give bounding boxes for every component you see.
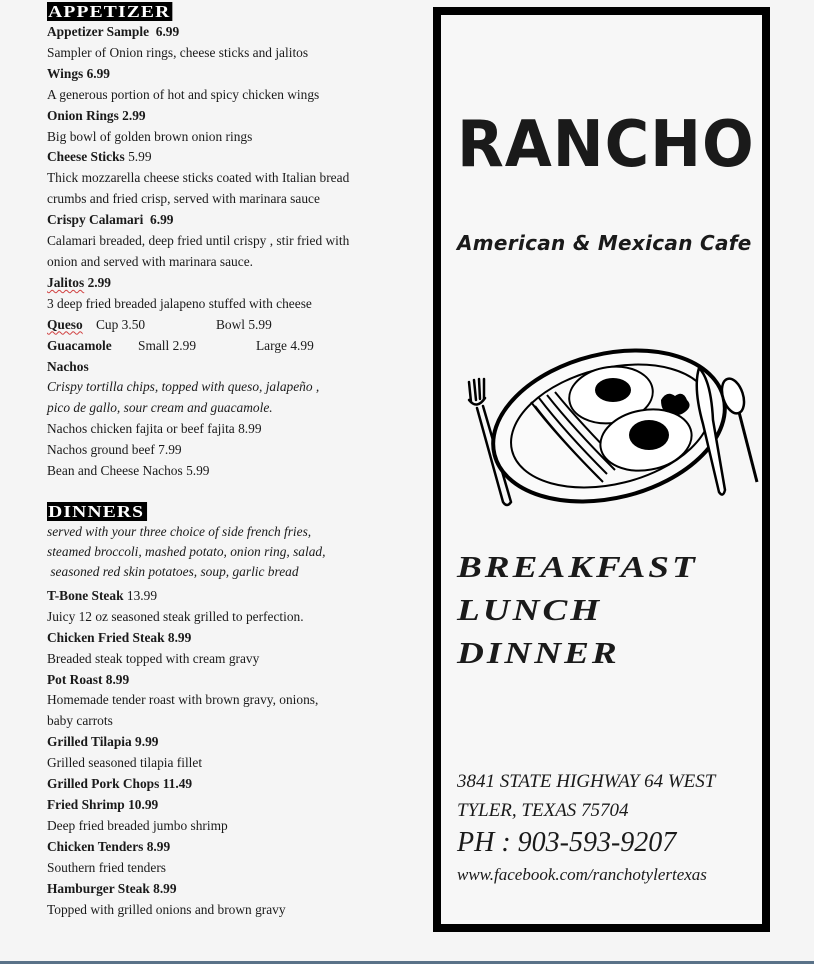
menu-left-column	[47, 2, 417, 920]
menu-item: Nachos	[47, 358, 89, 374]
contact-info	[457, 767, 715, 889]
menu-item-desc: 3 deep fried breaded jalapeno stuffed with cheese	[47, 295, 312, 311]
menu-item-desc: A generous portion of hot and spicy chicken wings	[47, 86, 320, 102]
menu-item: Crispy Calamari 6.99	[47, 212, 174, 228]
menu-item-variant: Nachos chicken fajita or beef fajita 8.99	[47, 421, 262, 437]
appetizer-heading: APPETIZER	[47, 2, 417, 22]
menu-item-desc: pico de gallo, sour cream and guacamole.	[47, 400, 273, 416]
website-link[interactable]: www.facebook.com/ranchotylertexas	[457, 865, 707, 884]
menu-item: Chicken Tenders 8.99	[47, 838, 171, 854]
address-line-1: 3841 STATE HIGHWAY 64 WEST	[457, 771, 716, 792]
meal-dinner: DINNER	[457, 635, 620, 670]
menu-item-queso: Queso Cup 3.50 Bowl 5.99	[47, 316, 272, 332]
menu-item: Onion Rings 2.99	[47, 107, 146, 123]
meal-breakfast: BREAKFAST	[457, 549, 698, 584]
menu-item: Cheese Sticks 5.99	[47, 149, 152, 165]
menu-item-desc: Juicy 12 oz seasoned steak grilled to perfection.	[47, 608, 304, 624]
menu-item-desc: Deep fried breaded jumbo shrimp	[47, 817, 228, 833]
menu-item-desc: onion and served with marinara sauce.	[47, 253, 253, 269]
menu-item-desc: Homemade tender roast with brown gravy, onions,	[47, 692, 319, 708]
menu-item: Wings 6.99	[47, 65, 111, 81]
sides-note: steamed broccoli, mashed potato, onion ring, salad,	[47, 543, 326, 559]
menu-item: Grilled Tilapia 9.99	[47, 734, 159, 750]
menu-item: Fried Shrimp 10.99	[47, 797, 159, 812]
menu-item: Chicken Fried Steak 8.99	[47, 629, 192, 645]
restaurant-title: RANCHO	[457, 108, 755, 182]
phone-number: PH : 903-593-9207	[457, 827, 677, 858]
menu-item: Hamburger Steak 8.99	[47, 880, 177, 896]
menu-item-desc: Calamari breaded, deep fried until crispy , stir fried with	[47, 233, 350, 249]
menu-item-desc: baby carrots	[47, 713, 113, 729]
cover-panel	[433, 7, 770, 932]
sides-note: served with your three choice of side french fries,	[47, 523, 312, 539]
menu-item: Appetizer Sample 6.99	[47, 24, 180, 39]
menu-item: Grilled Pork Chops 11.49	[47, 776, 193, 792]
menu-item-variant: Nachos ground beef 7.99	[47, 442, 182, 458]
menu-item: Pot Roast 8.99	[47, 671, 130, 687]
menu-item-guacamole: Guacamole Small 2.99 Large 4.99	[47, 337, 314, 353]
menu-item-variant: Bean and Cheese Nachos 5.99	[47, 463, 210, 479]
menu-item: Jalitos 2.99	[47, 274, 111, 290]
address-line-2: TYLER, TEXAS 75704	[457, 800, 629, 821]
plate-illustration-icon	[461, 340, 761, 510]
sides-note: seasoned red skin potatoes, soup, garlic bread	[47, 563, 299, 579]
menu-item-desc: Crispy tortilla chips, topped with queso, jalapeño ,	[47, 379, 320, 395]
menu-item-desc: Southern fried tenders	[47, 859, 166, 875]
meal-times	[457, 545, 698, 674]
menu-item-desc: crumbs and fried crisp, served with marinara sauce	[47, 191, 320, 207]
meal-lunch: LUNCH	[457, 592, 603, 627]
menu-item: T-Bone Steak 13.99	[47, 587, 158, 603]
dinners-heading: DINNERS	[47, 502, 417, 522]
menu-item-desc: Sampler of Onion rings, cheese sticks and jalitos	[47, 44, 309, 60]
menu-item-desc: Topped with grilled onions and brown gravy	[47, 901, 286, 917]
restaurant-subtitle: American & Mexican Cafe	[457, 231, 752, 255]
menu-item-desc: Grilled seasoned tilapia fillet	[47, 755, 203, 771]
menu-item-desc: Big bowl of golden brown onion rings	[47, 128, 253, 144]
menu-item-desc: Thick mozzarella cheese sticks coated with Italian bread	[47, 170, 350, 186]
menu-item-desc: Breaded steak topped with cream gravy	[47, 650, 260, 666]
